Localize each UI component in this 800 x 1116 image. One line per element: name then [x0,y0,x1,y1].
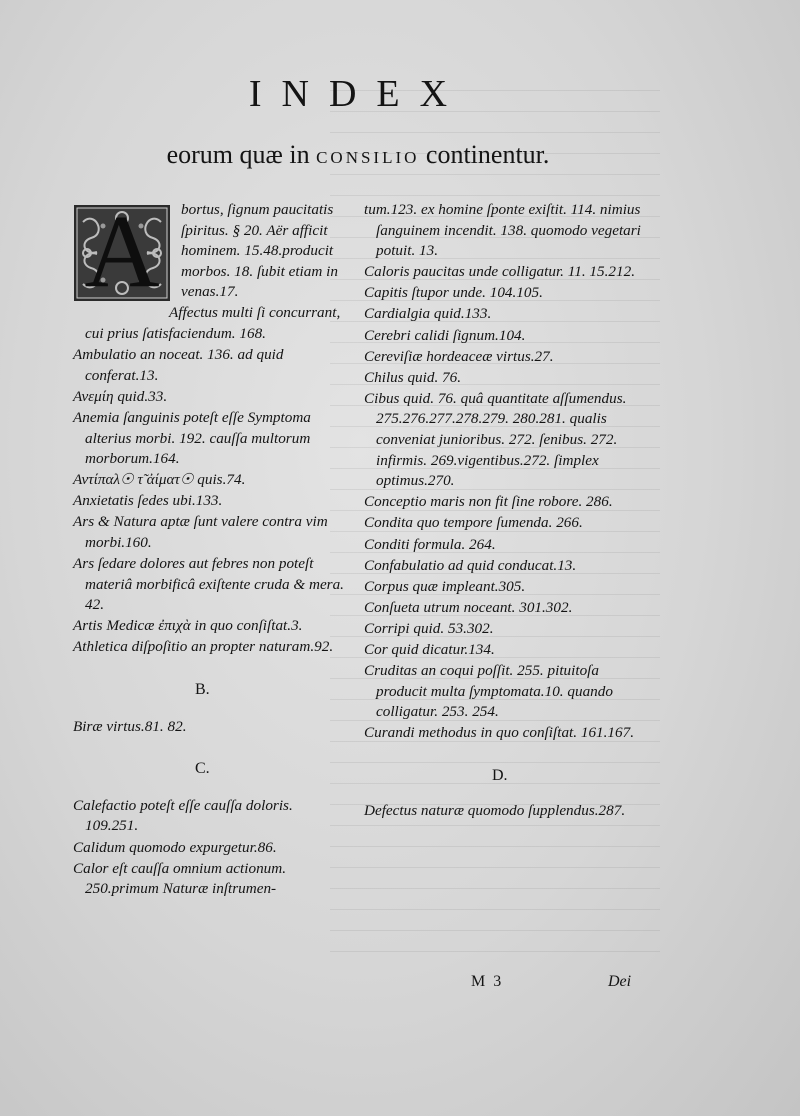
index-entry: Calidum quomodo expurgetur.86. [73,838,277,856]
index-entry: Ars ſedare dolores aut febres non poteſt materiâ morbificâ exiſtente cruda & mera. 42. [73,555,344,614]
index-entry: Biræ virtus.81. 82. [73,717,187,735]
subtitle-caps: CONSILIO [316,148,420,167]
index-entry: Conceptio maris non fit ſine robore. 286. [364,493,613,511]
index-entry: Cibus quid. 76. quâ quantitate aſſumendus. 275.276.277.278.279. 280.281. qualis conveniat junioribus. 272. ſenibus. 272. infirmis. 269.vigentibus.272. ſimplex optimus.270. [364,389,627,490]
index-entry: Chilus quid. 76. [364,368,462,386]
catchword: Dei [608,973,632,990]
subtitle-pre: eorum quæ in [166,140,317,169]
subtitle-post: continentur. [419,140,550,169]
index-entry: Confabulatio ad quid conducat.13. [364,556,577,574]
section-heading-b: B. [195,681,210,699]
dropcap-letter: A [84,194,160,309]
first-entry [73,194,346,309]
page-subtitle [0,140,716,170]
section-heading-d: D. [492,766,508,784]
index-entry: Capitis ſtupor unde. 104.105. [364,284,543,302]
index-entry-continued: tum.123. ex homine ſponte exiſtit. 114. nimius ſanguinem incendit. 138. quomodo vegetari potuit. 13. [364,201,641,260]
index-entry: Anxietatis ſedes ubi.133. [73,492,223,510]
index-entry: Calefactio poteſt eſſe cauſſa doloris. 109.251. [73,796,293,835]
section-heading-c: C. [195,760,210,778]
index-entry: Αντίπαλ☉ τ̃ ἀίματ☉ quis.74. [73,471,246,489]
index-entry: Condita quo tempore ſumenda. 266. [364,514,583,532]
right-column [364,200,642,822]
index-entry: Curandi methodus in quo conſiſtat. 161.167. [364,724,635,742]
index-entry: Ars & Natura aptæ ſunt valere contra vim morbi.160. [73,513,328,551]
page-title: INDEX [248,73,468,115]
index-entry: Defectus naturæ quomodo ſupplendus.287. [364,801,626,819]
index-entry: Caloris paucitas unde colligatur. 11. 15.212. [364,263,635,281]
index-entry: Ανεμίη quid.33. [73,387,168,405]
index-entry: Cor quid dicatur.134. [364,640,495,658]
index-entry: Cereviſiæ hordeaceæ virtus.27. [364,347,554,365]
index-entry: Corpus quæ impleant.305. [364,577,526,595]
index-entry: Calor eſt cauſſa omnium actionum. 250.primum Naturæ inſtrumen- [73,859,287,898]
index-entry: Corripi quid. 53.302. [364,619,494,637]
index-entry: Affectus multi ſi concurrant, cui prius ſatisfaciendum. 168. [85,304,341,343]
first-entry-text: bortus, ſignum paucitatis ſpiritus. § 20. Aër afficit hominem. 15.48.producit morbos. 18. ſubit etiam in venas.17. [181,201,338,301]
index-entry: Cardialgia quid.133. [364,305,492,323]
index-entry: Cerebri calidi ſignum.104. [364,326,526,344]
index-entry: Conditi formula. 264. [364,535,496,553]
index-entry: Athletica diſpoſitio an propter naturam.92. [73,638,334,656]
index-entry: Artis Medicæ ἐπιχὰ in quo conſiſtat.3. [73,617,303,635]
signature-mark: M 3 [471,973,504,990]
ornamental-dropcap-icon [73,194,171,309]
index-entry: Cruditas an coqui poſſit. 255. pituitoſa producit multa ſymptomata.10. quando colligatur. 253. 254. [364,662,613,721]
left-column [73,194,346,900]
index-entry: Anemia ſanguinis poteſt eſſe Symptoma alterius morbi. 192. cauſſa multorum morborum.164. [73,408,311,468]
index-entry: Ambulatio an noceat. 136. ad quid conferat.13. [73,346,284,384]
index-entry: Conſueta utrum noceant. 301.302. [364,598,573,616]
